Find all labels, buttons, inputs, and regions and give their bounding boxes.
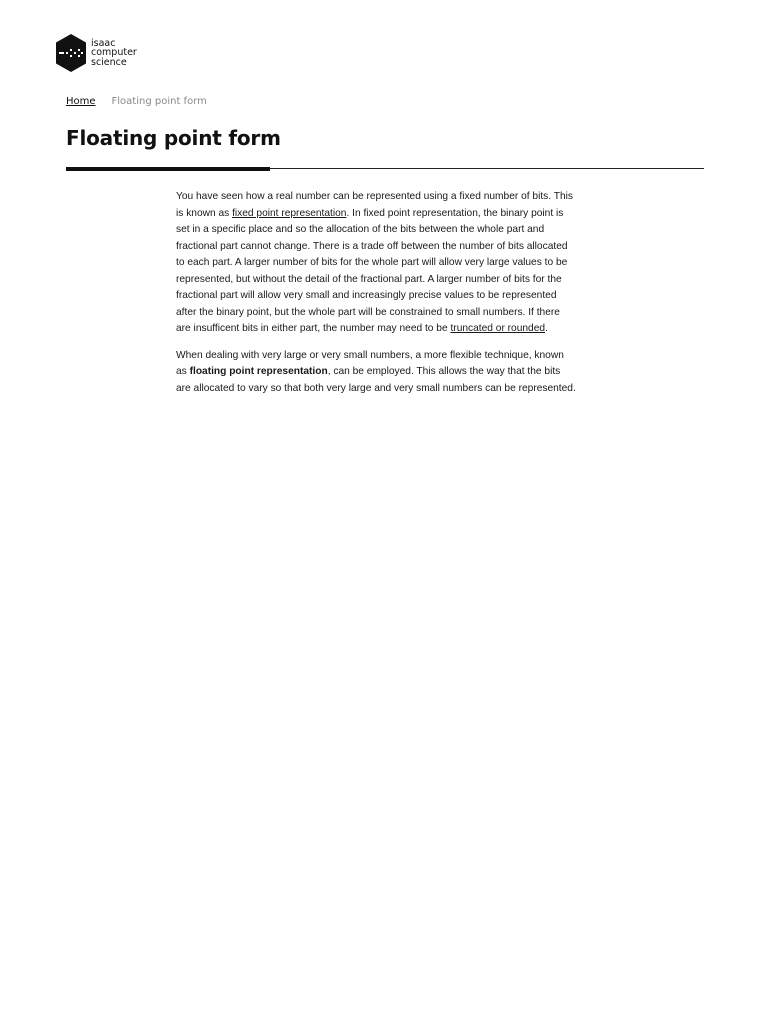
- site-logo[interactable]: [56, 34, 137, 72]
- paragraph-2: [176, 348, 576, 398]
- floating-point-term: floating point representation: [189, 366, 328, 377]
- paragraph-1-text-c: .: [545, 323, 548, 334]
- article-body: [176, 189, 576, 407]
- title-accent-bar: [66, 167, 270, 171]
- isaac-hexagon-icon: [56, 34, 86, 72]
- paragraph-1-text-a: You have seen how a real number can be represented using a fixed number of bits. This is known as: [176, 191, 573, 219]
- logo-line-1: isaac: [91, 37, 116, 49]
- breadcrumb-current: Floating point form: [111, 96, 207, 107]
- logo-wordmark: [91, 39, 137, 68]
- truncated-or-rounded-link[interactable]: truncated or rounded: [450, 323, 546, 334]
- fixed-point-representation-link[interactable]: fixed point representation: [232, 207, 347, 219]
- logo-line-2: computer: [91, 47, 137, 59]
- breadcrumb: [66, 96, 207, 107]
- logo-line-3: science: [91, 56, 127, 68]
- paragraph-2-text-b: , can be employed. This allows the way that the bits are allocated to vary so that both very large and very small numbers can be represented.: [176, 366, 576, 394]
- paragraph-1: [176, 189, 576, 338]
- page-title: Floating point form: [66, 126, 281, 150]
- paragraph-2-text-a: When dealing with very large or very small numbers, a more flexible technique, known as: [176, 349, 564, 377]
- paragraph-1-text-b: . In fixed point representation, the binary point is set in a specific place and so the allocation of the bits between the whole part and fractional part cannot change. There is a trade off between the number of bits allocated to each part. A larger number of bits for the whole part will allow very large values to be represented, but without the detail of the fractional part. A larger number of bits for the fractional part will allow very small and increasingly precise values to be represented after the binary point, but the whole part will be constrained to small numbers. If there are insufficent bits in either part, the number may need to be: [176, 207, 568, 334]
- breadcrumb-home-link[interactable]: Home: [66, 96, 96, 107]
